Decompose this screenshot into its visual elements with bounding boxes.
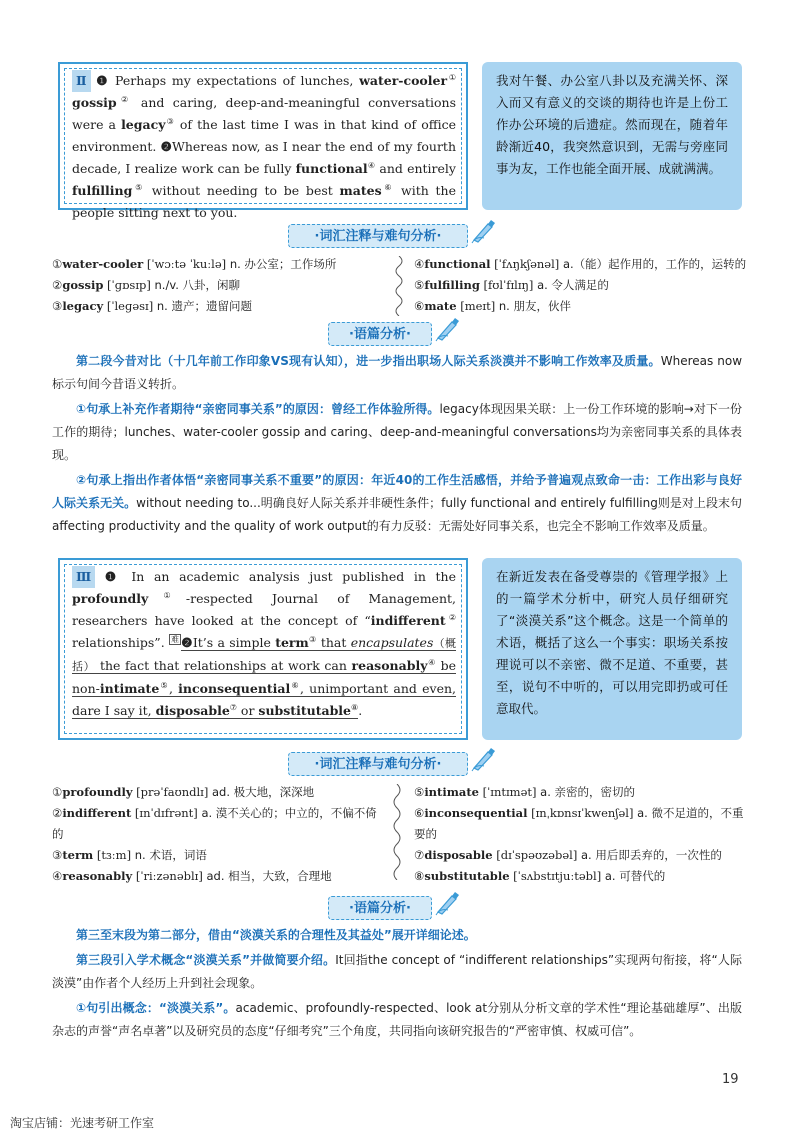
analysis-para (52, 997, 742, 1043)
vocab-word: disposable (155, 703, 230, 718)
vocab-word: water-cooler (359, 73, 448, 88)
text: and caring, deep-and-meaningful conversations were a (72, 95, 456, 132)
vocab-word: inconsequential (178, 681, 291, 696)
note-mark: ③ (308, 634, 317, 644)
analysis-para (52, 398, 742, 467)
sentence-marker-1: ❶ (99, 569, 122, 584)
vocab-word: reasonably (351, 658, 428, 673)
vocab-num: ② (52, 806, 63, 820)
vocab-pron: [dɪˈspəʊzəbəl] (492, 848, 581, 862)
vocab-item (414, 845, 750, 866)
vocab-word: profoundly (72, 591, 149, 606)
vocab-def: ad. 极大地，深深地 (212, 785, 315, 799)
vocab-item (414, 782, 750, 803)
shop-footer: 淘宝店铺：光速考研工作室 (10, 1116, 155, 1130)
vocab-item (52, 275, 392, 296)
text: without needing to be best (145, 183, 340, 198)
vocab-list-2-right (414, 782, 750, 887)
analysis-highlight: 第三至末段为第二部分，借由“淡漠关系的合理性及其益处”展开详细论述。 (76, 928, 476, 942)
vocab-list-1-left (52, 254, 392, 317)
vocab-list-2-left (52, 782, 382, 887)
vocab-num: ⑦ (414, 848, 425, 862)
text: that (316, 635, 351, 650)
vocab-word: legacy (62, 299, 104, 313)
vocab-word: mate (424, 299, 457, 313)
text: Perhaps my expectations of lunches, (115, 73, 360, 88)
text: In an academic analysis just published in the (131, 569, 456, 584)
note-mark: ⑧ (351, 702, 359, 712)
note-mark: ④ (427, 657, 436, 667)
vocab-word: disposable (424, 848, 493, 862)
vocab-def: a. 令人满足的 (537, 278, 609, 292)
vocab-pron: [ˈɡɒsɪp] (103, 278, 155, 292)
vocab-item (414, 866, 750, 887)
text: -respected Journal of Management, researchers have looked at the concept of “ (72, 591, 456, 628)
vocab-num: ⑧ (414, 869, 425, 883)
vocab-num: ① (52, 785, 63, 799)
analysis-text: It回指the concept of “indifferent relationships”实现两句衔接，将“人际淡漠”由作者个人经历上升到社会现象。 (52, 953, 743, 990)
vocab-num: ⑤ (414, 278, 425, 292)
vocab-word: intimate (424, 785, 479, 799)
vocab-item (414, 296, 750, 317)
vocab-def: a. 可替代的 (604, 869, 666, 883)
analysis-2 (52, 924, 742, 1045)
difficult-tag: 难 (170, 634, 180, 644)
vocab-word: functional (295, 161, 368, 176)
passage-text-2 (72, 70, 456, 224)
sentence-marker-2: ❷ (160, 139, 172, 154)
text: . (358, 703, 363, 718)
banner-text-1: ·语篇分析· (328, 322, 432, 346)
analysis-highlight: 第二段今昔对比（十几年前工作印象VS现有认知），进一步指出职场人际关系淡漠并不影响工作效率及质量。 (76, 354, 661, 368)
text: It’s a simple (192, 635, 276, 650)
vocab-item (52, 866, 382, 887)
banner-vocab-1: ·词汇注释与难句分析· (288, 224, 468, 248)
sentence-marker-1: ❶ (94, 73, 110, 88)
sentence-marker-2: ❷ (181, 635, 193, 650)
analysis-text: without needing to...明确良好人际关系并非硬性条件；fully functional and entirely fulfilling则是对上段末句affecting productivity and the quality of work output的有力反驳：无需处好同事关系，也完全不影响工作效率及质量。 (52, 496, 742, 533)
vocab-pron: [ˈleɡəsɪ] (103, 299, 157, 313)
vocab-item (52, 845, 382, 866)
pen-icon (470, 218, 496, 244)
vocab-item (52, 803, 382, 845)
vocab-word: gossip (62, 278, 104, 292)
vocab-word: profoundly (62, 785, 133, 799)
vocab-word: gossip (72, 95, 117, 110)
text: with the people sitting next to you. (72, 183, 456, 220)
note-mark: ⑥ (381, 182, 395, 192)
note-mark: ⑥ (290, 680, 300, 690)
section-roman-3: Ⅲ (72, 566, 95, 588)
analysis-highlight: ①句引出概念：“淡漠关系”。 (76, 1001, 236, 1015)
note-mark: ③ (165, 116, 175, 126)
vocab-pron: [tɜːm] (93, 848, 135, 862)
vocab-pron: [meɪt] (456, 299, 499, 313)
analysis-text: academic、profoundly-respected、look at分别从分析文章的学术性“理论基础雄厚”、出版杂志的声誉“声名卓著”以及研究员的态度“仔细考究”三个角度，共同指向该研究报告的“严密审慎、权威可信”。 (52, 1001, 742, 1038)
vocab-num: ④ (52, 869, 63, 883)
banner-text-2: ·语篇分析· (328, 896, 432, 920)
note-mark: ① (447, 72, 456, 82)
vocab-word: intimate (99, 681, 160, 696)
vocab-pron: [ɪnˌkɒnsɪˈkwenʃəl] (527, 806, 638, 820)
vocab-word: water-cooler (62, 257, 144, 271)
analysis-highlight: ①句承上补充作者期待“亲密同事关系”的原因：曾经工作体验所得。 (76, 402, 440, 416)
analysis-1 (52, 350, 742, 540)
note-mark: ④ (367, 160, 376, 170)
pen-icon (470, 746, 496, 772)
vocab-pron: [ˈfʌŋkʃənəl] (490, 257, 563, 271)
vocab-word: inconsequential (424, 806, 528, 820)
note-mark: ⑦ (229, 702, 237, 712)
vocab-num: ② (52, 278, 63, 292)
vocab-num: ⑥ (414, 299, 425, 313)
vocab-item (52, 782, 382, 803)
note-mark: ② (445, 612, 456, 622)
text: relationships”. (72, 635, 165, 650)
vocab-word: term (62, 848, 94, 862)
vocab-word: indifferent (62, 806, 132, 820)
passage-box-3 (58, 558, 468, 740)
vocab-num: ① (52, 257, 63, 271)
analysis-highlight: ②句承上指出作者体悟“亲密同事关系不重要”的原因：年近40的工作生活感悟，并给予普遍观点致命一击：工作出彩与良好人际关系无关。 (52, 473, 742, 510)
vocab-pron: [ɪnˈdɪfrənt] (131, 806, 202, 820)
vocab-list-1-right (414, 254, 750, 317)
text: or (236, 703, 259, 718)
vocab-def: n. 办公室；工作场所 (229, 257, 337, 271)
vocab-pron: [ˈsʌbstɪtjuːtəbl] (509, 869, 605, 883)
text: , unimportant and even, dare I say it, (72, 681, 457, 718)
vocab-def: a. 用后即丢弃的，一次性的 (580, 848, 722, 862)
note-mark: ② (116, 94, 133, 104)
vocab-pron: [prəˈfaʊndlɪ] (132, 785, 212, 799)
translation-2: 我对午餐、办公室八卦以及充满关怀、深入而又有意义的交谈的期待也许是上份工作办公环境的后遗症。然而现在，随着年龄渐近40，我突然意识到，无需与旁座同事为友，工作也能全面开展、成就满满。 (482, 62, 742, 210)
vocab-def: n./v. 八卦，闲聊 (154, 278, 241, 292)
vocab-item (52, 296, 392, 317)
vocab-num: ③ (52, 299, 63, 313)
vocab-word: fulfilling (72, 183, 133, 198)
text: , (168, 681, 179, 696)
vocab-item (414, 275, 750, 296)
text: be non- (72, 658, 456, 696)
analysis-text: legacy体现因果关联：上一份工作环境的影响→对下一份工作的期待；lunches、water-cooler gossip and caring、deep-and-meaningful conversations均为亲密同事关系的具体表现。 (52, 402, 742, 462)
vocab-word: term (275, 635, 309, 650)
note-mark: ⑤ (132, 182, 146, 192)
vocab-pron: [ˈriːzənəblɪ] (132, 869, 207, 883)
vocab-word: substitutable (424, 869, 510, 883)
pen-icon (434, 316, 460, 342)
note-mark: ⑤ (159, 680, 169, 690)
vocab-word: reasonably (62, 869, 133, 883)
vocab-word: substitutable (258, 703, 352, 718)
vocab-item (414, 803, 750, 845)
vocab-word: mates (339, 183, 382, 198)
translation-3: 在新近发表在备受尊崇的《管理学报》上的一篇学术分析中，研究人员仔细研究了“淡漠关系”这个概念。这是一个简单的术语，概括了这么一个事实：职场关系按理说可以不亲密、微不足道、不重要，甚至，说句不中听的，可以用完即扔或可任意取代。 (482, 558, 742, 740)
analysis-para (52, 924, 742, 947)
vocab-def: a. 微不足道的，不重要的 (414, 806, 744, 841)
vocab-def: n. 遗产；遗留问题 (156, 299, 252, 313)
text: Whereas now, as I near the end of my fourth decade, I realize work can be fully (72, 139, 456, 176)
text: the fact that relationships at work can (95, 658, 352, 673)
pen-icon (434, 890, 460, 916)
passage-box-2 (58, 62, 468, 220)
vocab-def: a.（能）起作用的，工作的，运转的 (562, 257, 747, 271)
vocab-item (52, 254, 392, 275)
page-number: 19 (722, 1072, 739, 1087)
passage-text-3 (72, 566, 456, 722)
section-roman-2: Ⅱ (72, 70, 91, 92)
gloss-word: encapsulates (350, 635, 434, 650)
vocab-word: indifferent (370, 613, 446, 628)
vocab-pron: [fʊlˈfɪlɪŋ] (479, 278, 538, 292)
analysis-text: Whereas now标示句间今昔语义转折。 (52, 354, 743, 391)
vocab-def: n. 朋友，伙伴 (498, 299, 571, 313)
vocab-num: ⑤ (414, 785, 425, 799)
analysis-highlight: 第三段引入学术概念“淡漠关系”并做简要介绍。 (76, 953, 336, 967)
analysis-para (52, 469, 742, 538)
vocab-word: functional (424, 257, 491, 271)
text: of the last time I was in that kind of office environment. (72, 117, 457, 154)
vocab-def: a. 漠不关心的；中立的，不偏不倚的 (52, 806, 377, 841)
vocab-item (414, 254, 750, 275)
spiral-divider (392, 256, 406, 316)
vocab-num: ⑥ (414, 806, 425, 820)
vocab-pron: [ˈɪntɪmət] (478, 785, 541, 799)
vocab-num: ④ (414, 257, 425, 271)
analysis-para (52, 350, 742, 396)
gloss-cn: （概括） (72, 637, 457, 673)
vocab-pron: [ˈwɔːtə ˈkuːlə] (143, 257, 230, 271)
analysis-para (52, 949, 742, 995)
vocab-def: n. 术语，词语 (134, 848, 207, 862)
note-mark: ① (148, 590, 186, 600)
vocab-word: fulfilling (424, 278, 480, 292)
spiral-divider (390, 784, 404, 880)
text: and entirely (375, 161, 456, 176)
vocab-word: legacy (121, 117, 166, 132)
banner-vocab-2: ·词汇注释与难句分析· (288, 752, 468, 776)
vocab-def: a. 亲密的，密切的 (540, 785, 636, 799)
vocab-def: ad. 相当，大致，合理地 (206, 869, 332, 883)
vocab-num: ③ (52, 848, 63, 862)
